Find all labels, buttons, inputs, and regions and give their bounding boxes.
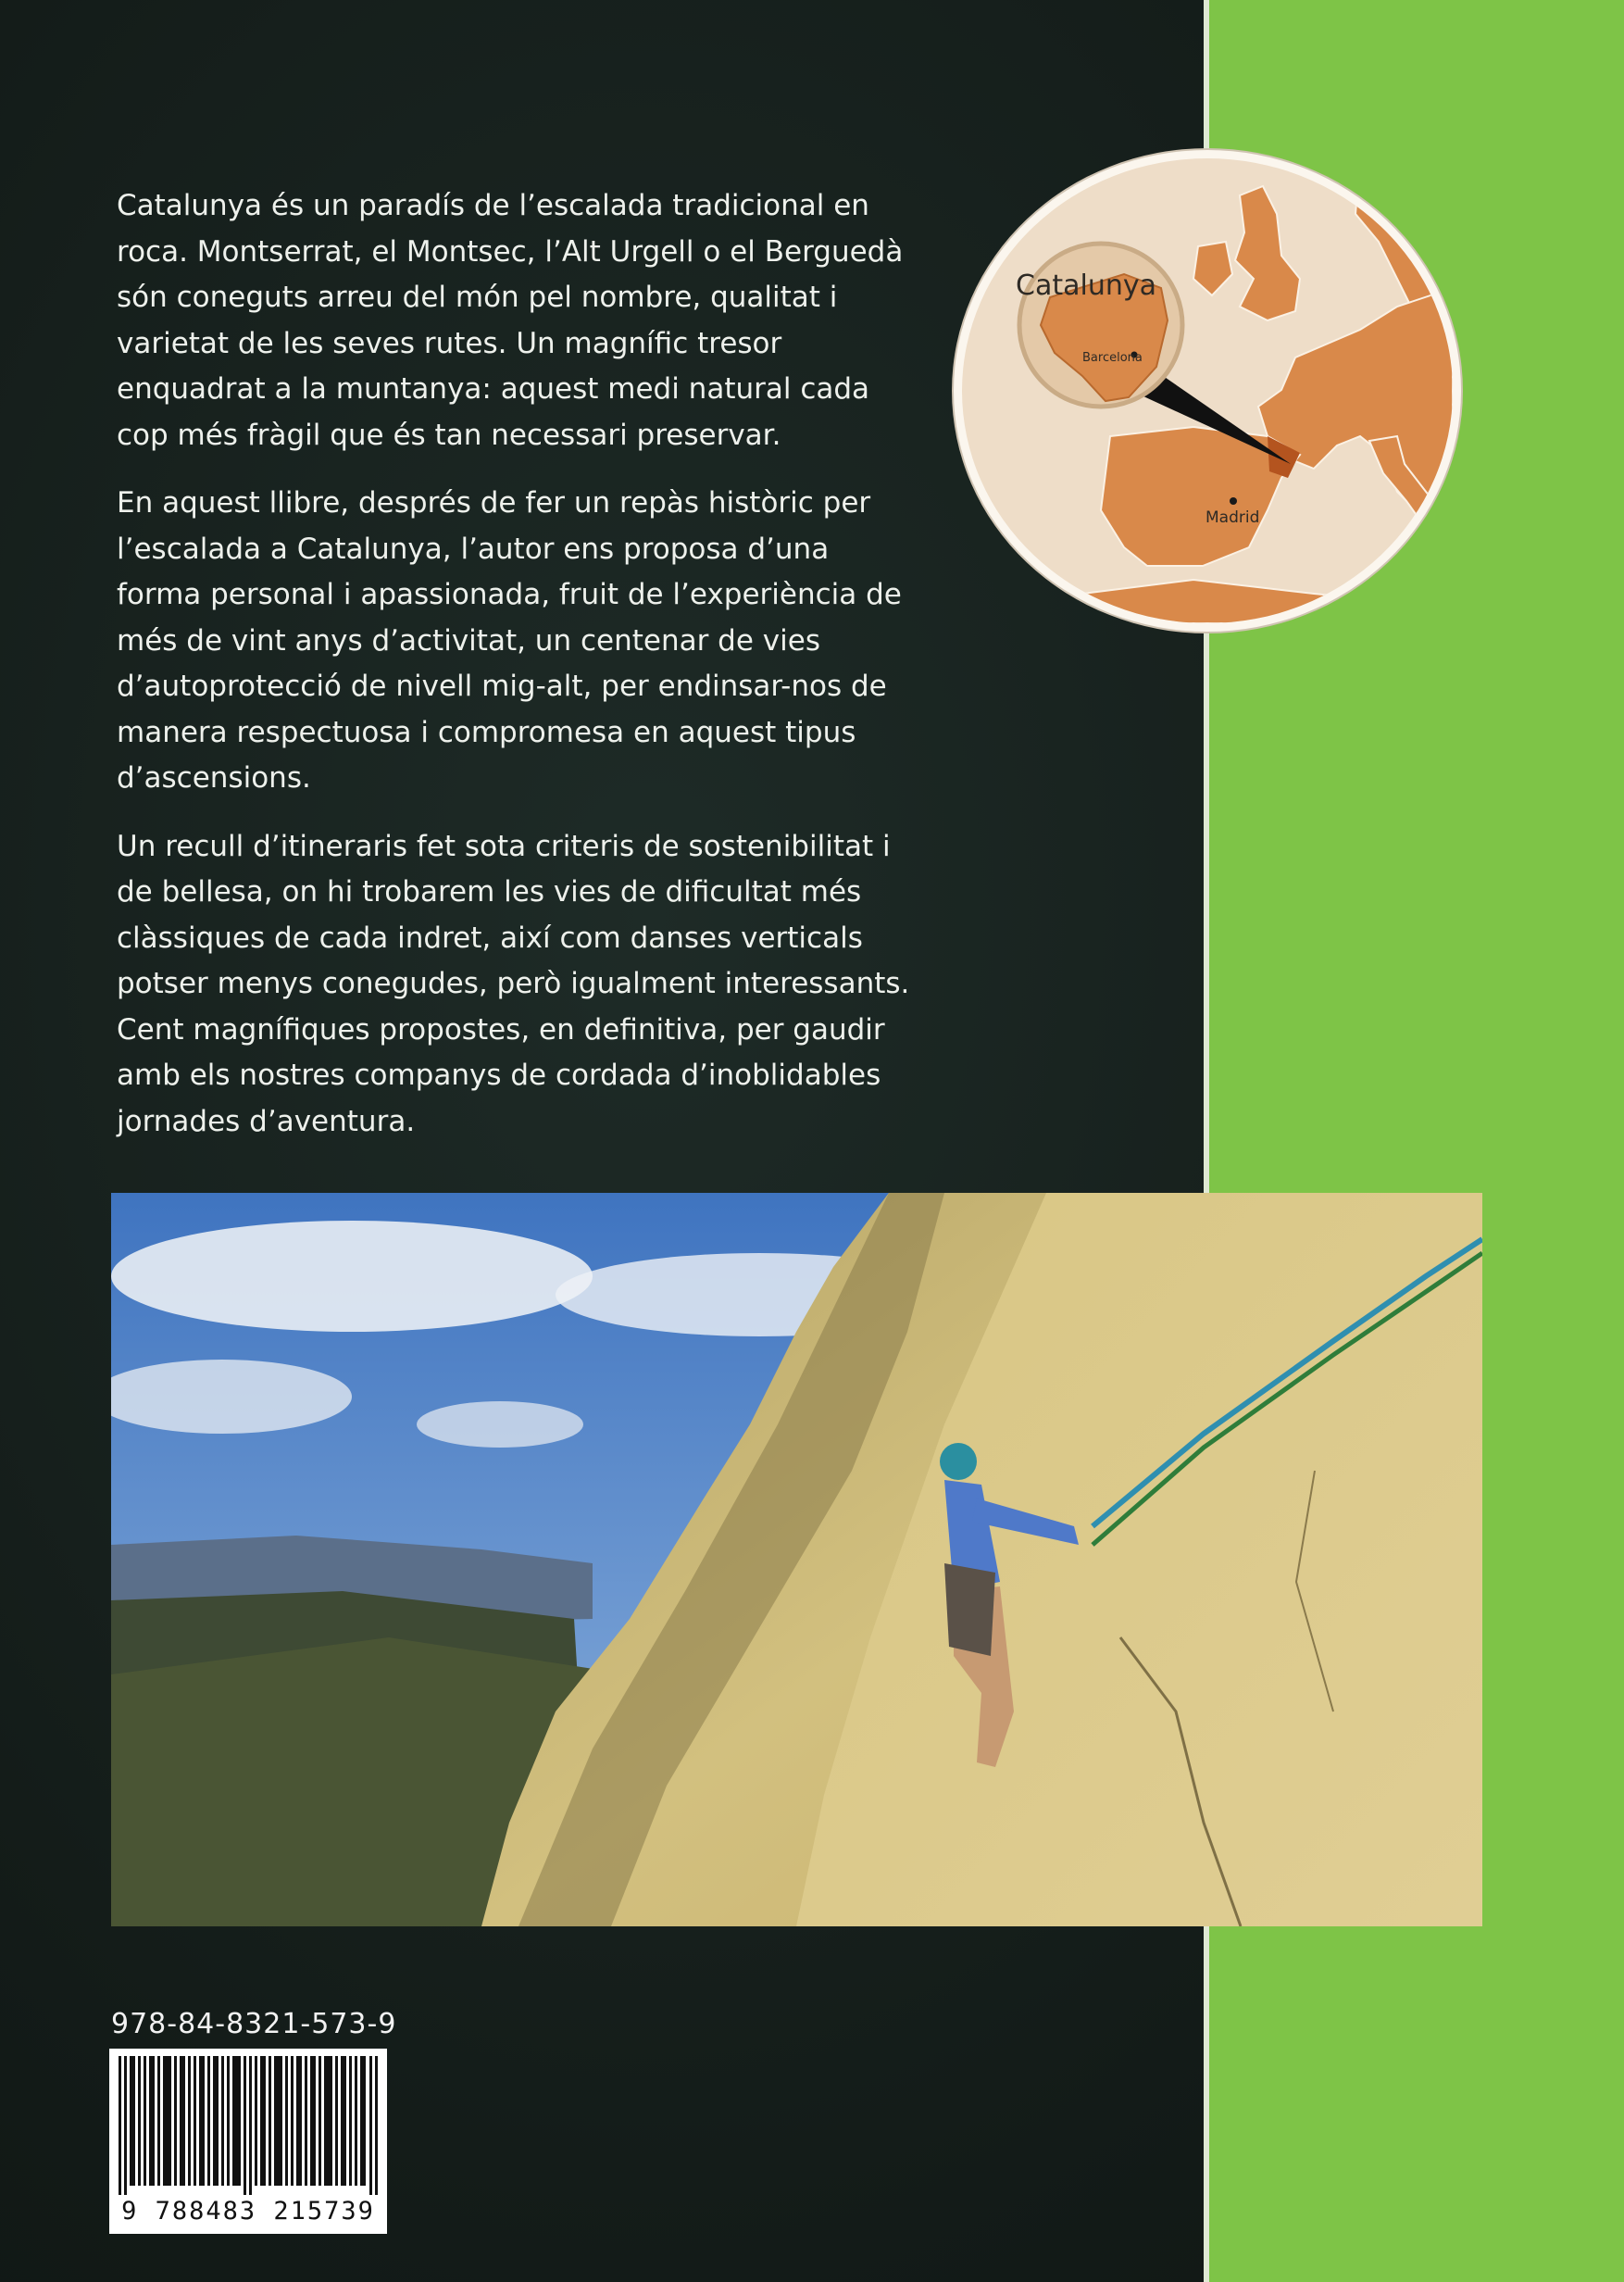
climbing-photo-drawing	[111, 1193, 1482, 1926]
map-label-barcelona: Barcelona	[1082, 351, 1143, 365]
map-label-madrid: Madrid	[1206, 508, 1260, 527]
blurb-paragraph-1: Catalunya és un paradís de l’escalada tradicional en roca. Montserrat, el Montsec, l’Alt Urgell o el Berguedà són coneguts arreu del món pel nombre, qualitat i varietat de les seves rutes. Un magnífic tresor enquadrat a la muntanya: aquest medi natural cada cop més fràgil que és tan necessari preservar.	[117, 189, 904, 452]
north-africa-shape	[1082, 580, 1453, 623]
barcode-bars	[119, 2056, 378, 2195]
europe-map-drawing	[962, 158, 1453, 623]
barcode	[109, 2049, 387, 2234]
barcode-digits: 9 788483 215739	[121, 2197, 375, 2226]
cloud	[111, 1221, 593, 1332]
blurb-text	[117, 183, 913, 1167]
climber-helmet	[940, 1443, 977, 1480]
map-inset-title: Catalunya	[1016, 270, 1156, 302]
madrid-dot	[1230, 497, 1237, 505]
great-britain-shape	[1235, 186, 1300, 320]
cloud	[417, 1401, 583, 1448]
climbing-photo	[111, 1193, 1482, 1926]
location-map	[954, 150, 1461, 632]
isbn-number: 978-84-8321-573-9	[111, 2008, 397, 2040]
climber-gear	[944, 1563, 995, 1656]
blurb-paragraph-2: En aquest llibre, després de fer un repàs històric per l’escalada a Catalunya, l’autor ens proposa d’una forma personal i apassionada, fruit de l’experiència de més de vint anys d’activitat, un centenar de vies d’autoprotecció de nivell mig-alt, per endinsar-nos de manera respectuosa i compromesa en aquest tipus d’ascensions.	[117, 486, 902, 795]
ireland-shape	[1193, 242, 1232, 295]
blurb-paragraph-3: Un recull d’itineraris fet sota criteris de sostenibilitat i de bellesa, on hi trobarem les vies de dificultat més clàssiques de cada indret, així com danses verticals potser menys conegudes, però igualment interessants. Cent magnífiques propostes, en definitiva, per gaudir amb els nostres companys de cordada d’inoblidables jornades d’aventura.	[117, 829, 910, 1138]
